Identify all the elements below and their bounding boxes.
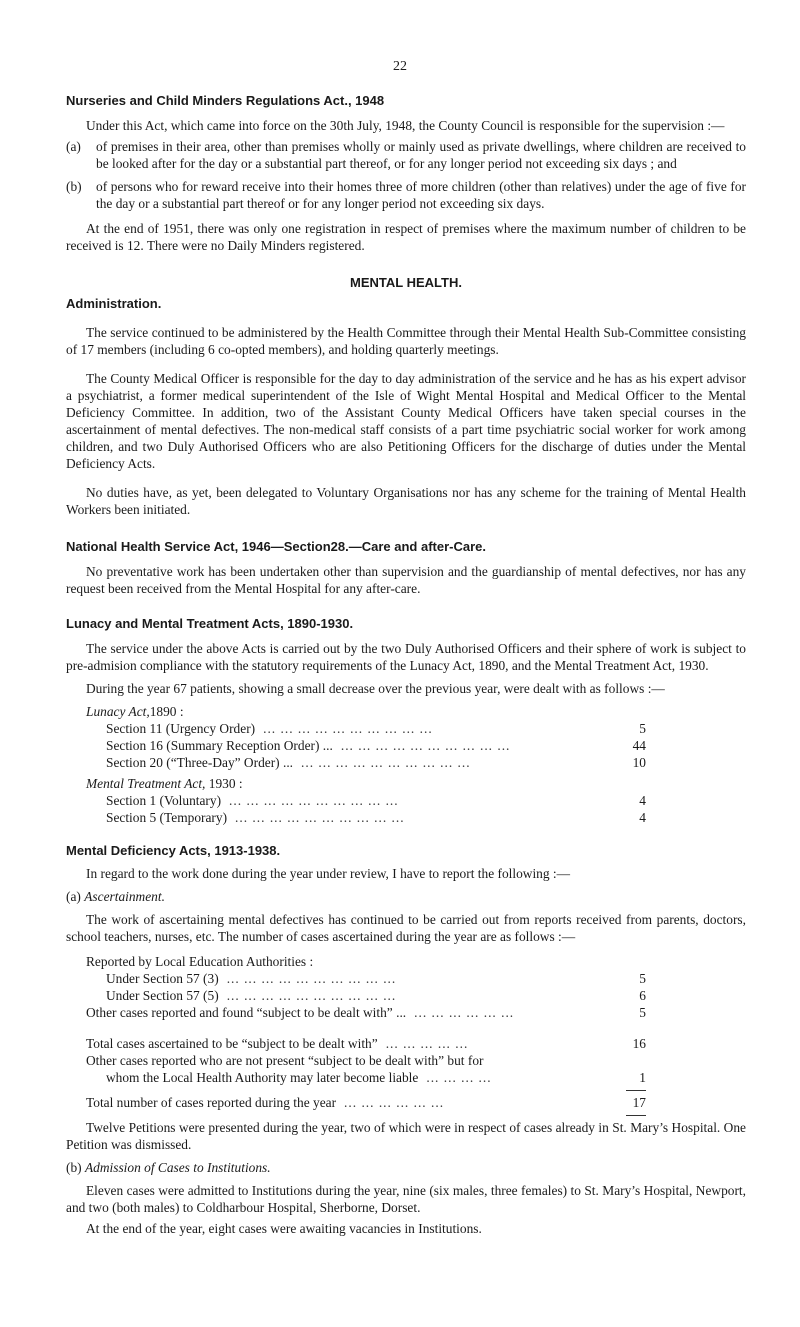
page-number: 22 [393, 59, 407, 74]
lunacy-during: During the year 67 patients, showing a small decrease over the previous year, were dealt with as follows :— [86, 681, 665, 696]
table-row: Section 5 (Temporary) ... ... ... ... ... ... ... ... ... ... 4 [106, 810, 646, 825]
petitions-text: Twelve Petitions were presented during the year, two of which were in respect of cases already in St. Mary’s Hospital. One Petition was dismissed. [66, 1120, 746, 1152]
table-row: Section 11 (Urgency Order) ... ... ... ... ... ... ... ... ... ... 5 [106, 721, 646, 736]
nurseries-item-a [66, 138, 746, 172]
reported-by-label: Reported by Local Education Authorities : [86, 954, 314, 969]
nurseries-closing: At the end of 1951, there was only one registration in respect of premises where the maximum number of children to be received is 12. There were no Daily Minders registered. [66, 221, 746, 253]
ascertainment-text: The work of ascertaining mental defectives has continued to be carried out from reports received from parents, doctors, school teachers, nurses, etc. The number of cases ascertained during the year are as follows :— [66, 912, 746, 944]
item-text: of premises in their area, other than premises wholly or mainly used as private dwellings, where children are received to be looked after for the day or a substantial part thereof, or for any longer period not exceeding six days ; and [96, 139, 746, 171]
item-marker: (a) [66, 139, 81, 154]
lunacy-act-title: Lunacy Act,1890 : [86, 704, 184, 719]
admission-text: Eleven cases were admitted to Institutions during the year, nine (six males, three females) to St. Mary’s Hospital, Newport, and two (both males) to Coldharbour Hospital, Sherborne, Dorset. [66, 1183, 746, 1215]
nurseries-heading: Nurseries and Child Minders Regulations Act., 1948 [66, 93, 385, 108]
admission-heading: (b) Admission of Cases to Institutions. [66, 1160, 271, 1175]
mental-treatment-act-title: Mental Treatment Act, 1930 : [86, 776, 243, 791]
admin-paragraph-1: The service continued to be administered by the Health Committee through their Mental Health Sub-Committee consisting of 17 members (including 6 co-opted members), and holding quarterly meetings. [66, 325, 746, 357]
table-row: Section 16 (Summary Reception Order) ... ... ... ... ... ... ... ... ... ... ... 44 [106, 738, 646, 753]
table-row: Section 20 (“Three-Day” Order) ... ... ... ... ... ... ... ... ... ... ... 10 [106, 755, 646, 770]
nhs-act-heading: National Health Service Act, 1946—Section28.—Care and after-Care. [66, 539, 487, 554]
lunacy-text: The service under the above Acts is carried out by the two Duly Authorised Officers and their sphere of work is subject to pre-admision compliance with the statutory requirements of the Lunacy Act, 1890, and the Mental Treatment Act, 1930. [66, 641, 746, 673]
table-row: Section 1 (Voluntary) ... ... ... ... ... ... ... ... ... ... 4 [106, 793, 646, 808]
table-row: Under Section 57 (5) ... ... ... ... ... ... ... ... ... ... 6 [106, 988, 646, 1003]
item-marker: (b) [66, 179, 82, 194]
lunacy-heading: Lunacy and Mental Treatment Acts, 1890-1930. [66, 616, 354, 631]
lunacy-table [66, 703, 646, 826]
table-row: Other cases reported and found “subject to be dealt with” ... ... ... ... ... ... ... 5 [86, 1005, 646, 1020]
table-row: whom the Local Health Authority may later become liable ... ... ... ... 1 [106, 1070, 646, 1085]
nurseries-item-b [66, 178, 746, 212]
administration-heading: Administration. [66, 296, 162, 311]
ascertainment-heading: (a) Ascertainment. [66, 889, 165, 904]
total-rule [86, 1111, 646, 1119]
nhs-act-text: No preventative work has been undertaken other than supervision and the guardianship of mental defectives, nor has any request been received from the Mental Hospital for any after-care. [66, 564, 746, 596]
admission-closing: At the end of the year, eight cases were awaiting vacancies in Institutions. [86, 1221, 482, 1236]
admin-paragraph-3: No duties have, as yet, been delegated to Voluntary Organisations nor has any scheme for the training of Mental Health Workers been initiated. [66, 485, 746, 517]
ascertainment-table [66, 953, 646, 1119]
table-row-total-ascertained: Total cases ascertained to be “subject to be dealt with” ... ... ... ... ... 16 [86, 1036, 646, 1051]
table-row-total-reported: Total number of cases reported during the year ... ... ... ... ... ... 17 [86, 1095, 646, 1110]
table-row: Under Section 57 (3) ... ... ... ... ... ... ... ... ... ... 5 [106, 971, 646, 986]
nurseries-intro: Under this Act, which came into force on the 30th July, 1948, the County Council is responsible for the supervision :— [86, 118, 725, 133]
admin-paragraph-2: The County Medical Officer is responsible for the day to day administration of the service and he has as his expert advisor a psychiatrist, a former medical superintendent of the Isle of Wight Mental Hospital and Medical Officer to the Mental Deficiency Committee. In addition, two of the Assistant County Medical Officers have taken special courses in the ascertainment of mental defectives. The non-medical staff consists of a part time psychiatric social worker for work among children, and two Duly Authorised Officers who are also Petitioning Officers for the discharge of duties under the Mental Deficiency Acts. [66, 371, 746, 471]
deficiency-intro: In regard to the work done during the year under review, I have to report the following :— [86, 866, 571, 881]
total-rule [86, 1086, 646, 1094]
deficiency-heading: Mental Deficiency Acts, 1913-1938. [66, 843, 281, 858]
other-reported-line: Other cases reported who are not present “subject to be dealt with” but for [86, 1053, 484, 1068]
page-content [66, 92, 746, 1237]
item-text: of persons who for reward receive into their homes three of more children (other than relatives) under the age of five for the day or a substantial part thereof or for any longer period not exceeding six days. [96, 179, 746, 211]
mental-health-title: MENTAL HEALTH. [350, 275, 462, 290]
